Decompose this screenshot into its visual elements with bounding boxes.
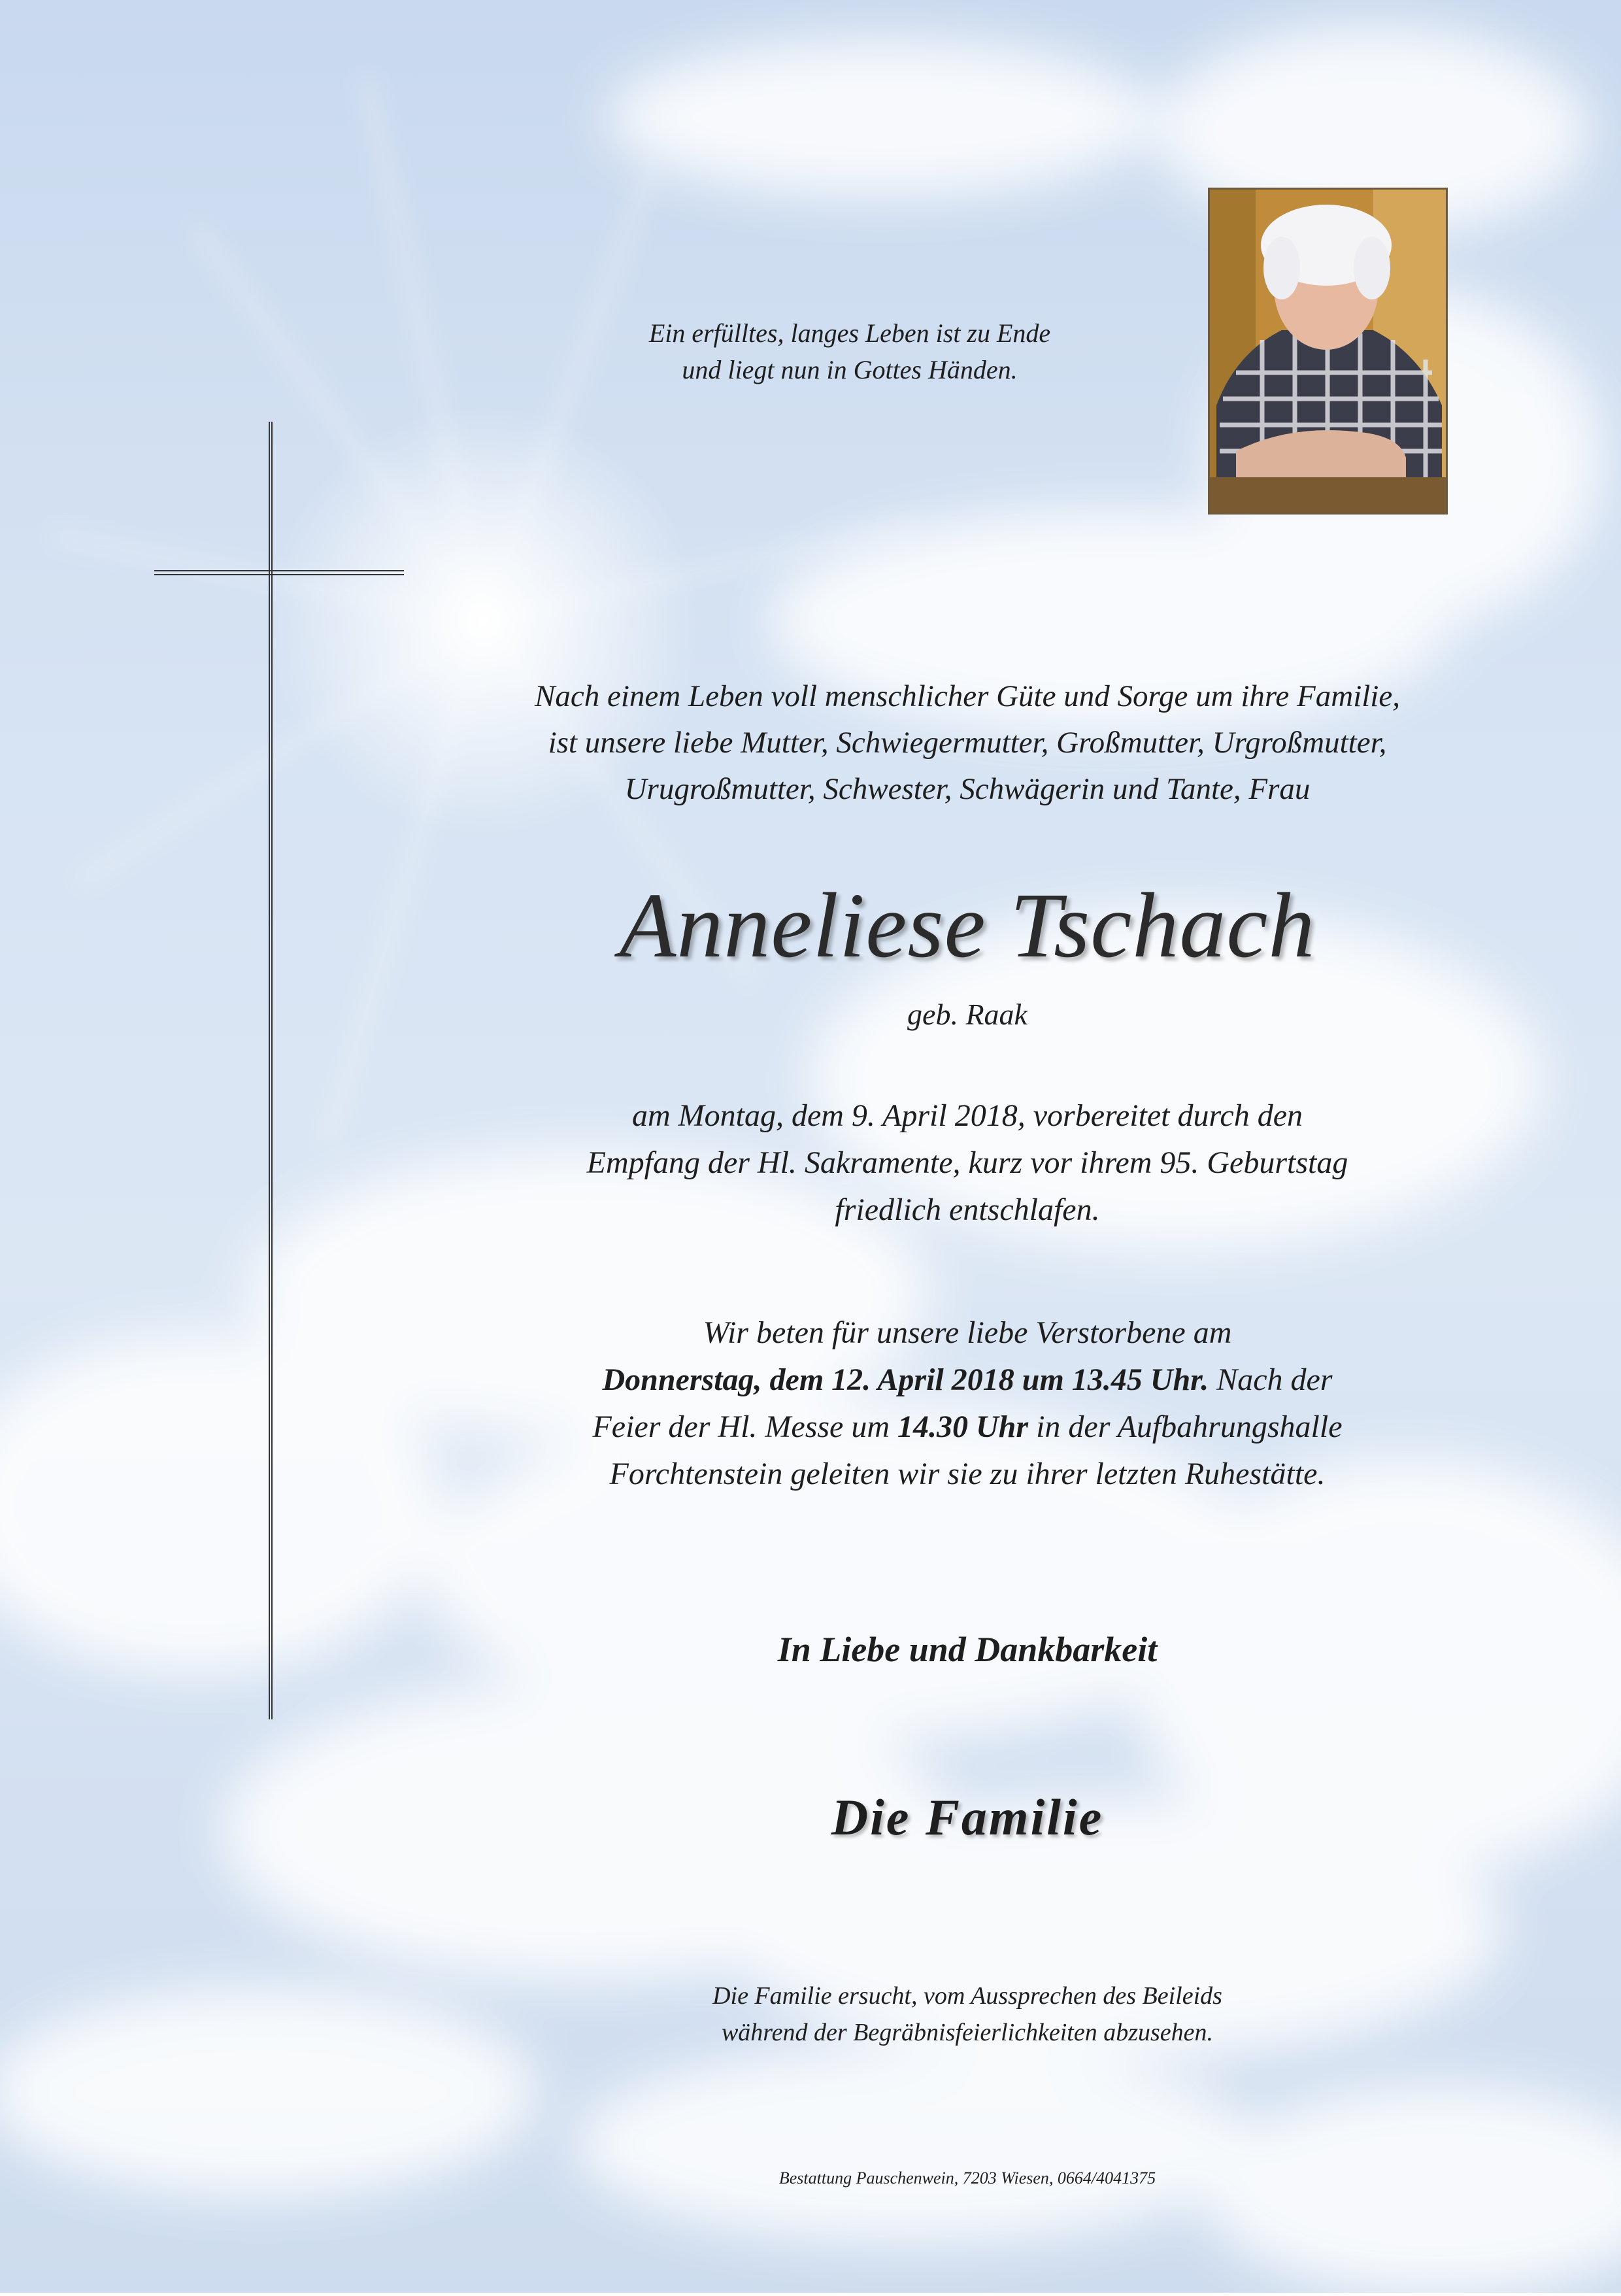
motto-line: Ein erfülltes, langes Leben ist zu Ende [648,318,1051,348]
birth-name: geb. Raak [907,998,1028,1031]
request-line: während der Begräbnisfeierlichkeiten abzusehen. [721,2019,1214,2046]
service-line: Forchtenstein geleiten wir sie zu ihrer letzten Ruhestätte. [609,1457,1326,1491]
intro-line: ist unsere liebe Mutter, Schwiegermutter, Großmutter, Urgroßmutter, [548,726,1387,760]
portrait-photo [1208,188,1448,515]
intro-line: Nach einem Leben voll menschlicher Güte und Sorge um ihre Familie, [535,679,1400,713]
service-text: Nach der [1209,1362,1333,1397]
service-text: in der Aufbahrungshalle [1028,1410,1343,1444]
deceased-name: Anneliese Tschach [619,873,1316,977]
death-notice [392,1092,1543,1234]
cross-vertical-beam [269,422,273,1719]
service-date-time: Donnerstag, dem 12. April 2018 um 13.45 Uhr. [602,1362,1209,1397]
undertaker-info: Bestattung Pauschenwein, 7203 Wiesen, 0664/4041375 [778,2169,1156,2187]
intro-paragraph [392,673,1543,813]
motto-line: und liegt nun in Gottes Händen. [682,355,1018,384]
motto [556,315,1144,388]
request-line: Die Familie ersucht, vom Aussprechen des Beileids [712,1982,1222,2010]
service-line: Wir beten für unsere liebe Verstorbene am [703,1315,1232,1350]
cross-horizontal-beam [154,570,404,575]
closing-family: Die Familie [831,1789,1104,1846]
intro-line: Urugroßmutter, Schwester, Schwägerin und Tante, Frau [624,772,1311,806]
service-line [392,1357,1543,1404]
death-line: friedlich entschlafen. [835,1192,1100,1227]
closing-love: In Liebe und Dankbarkeit [777,1630,1158,1669]
service-text: Feier der Hl. Messe um [592,1410,898,1444]
condolence-request [392,1978,1543,2051]
service-line [392,1404,1543,1451]
portrait-illustration [1210,190,1446,513]
death-line: Empfang der Hl. Sakramente, kurz vor ihrem 95. Geburtstag [586,1145,1348,1180]
service-time: 14.30 Uhr [897,1410,1029,1444]
death-line: am Montag, dem 9. April 2018, vorbereitet durch den [631,1098,1303,1133]
funeral-service-notice [392,1309,1543,1498]
